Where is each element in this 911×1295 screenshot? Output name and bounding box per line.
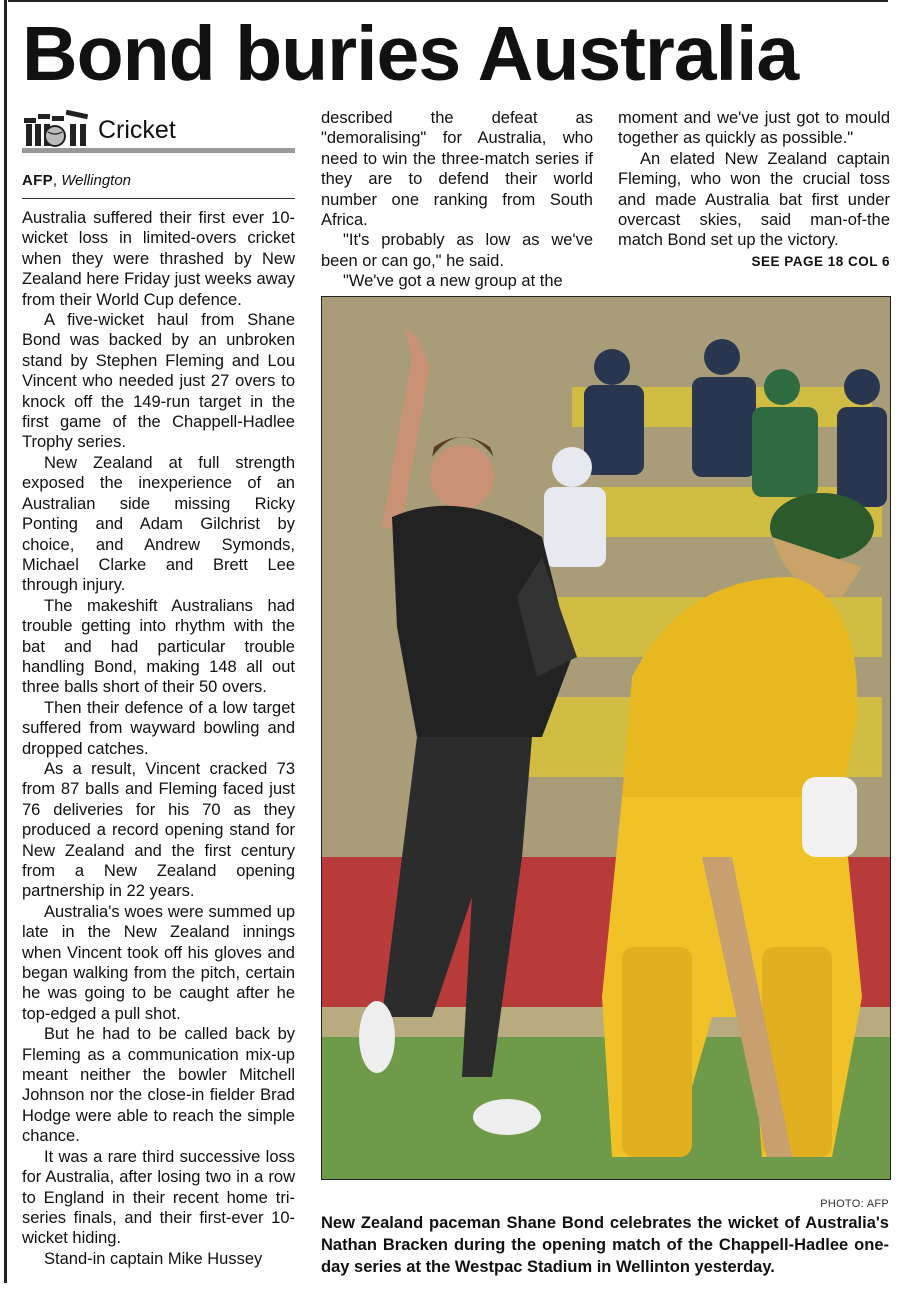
paragraph: New Zealand at full strength exposed the inexperience of an Australian side missing Ricky Ponting and Adam Gilchrist by choice, and Andrew Symonds, Michael Clarke and Brett Lee through injury. bbox=[22, 453, 295, 595]
paragraph: Australia suffered their first ever 10-wicket loss in limited-overs cricket when they were thrashed by New Zealand here Friday just weeks away from their World Cup defence. bbox=[22, 209, 295, 309]
paragraph: As a result, Vincent cracked 73 from 87 balls and Fleming faced just 76 deliveries for his 70 as they produced a record opening stand for New Zealand and the first century from a New Zealand opening partnership in 22 years. bbox=[22, 759, 295, 901]
headline: Bond buries Australia bbox=[22, 11, 799, 97]
article-column-1 bbox=[22, 208, 295, 1269]
article-column-3 bbox=[618, 108, 890, 251]
continued-notice: SEE PAGE 18 COL 6 bbox=[751, 254, 890, 269]
section-header bbox=[22, 106, 295, 152]
byline-rule bbox=[22, 198, 295, 199]
article-column-2 bbox=[321, 108, 593, 292]
top-rule bbox=[8, 0, 888, 2]
section-label: Cricket bbox=[98, 116, 176, 144]
photo-caption: New Zealand paceman Shane Bond celebrates the wicket of Australia's Nathan Bracken during the opening match of the Chappell-Hadlee one-day series at the Westpac Stadium in Wellinton yesterday. bbox=[321, 1214, 889, 1276]
paragraph: described the defeat as "demoralising" for Australia, who need to win the three-match series if they are to defend their world number one ranking from South Africa. bbox=[321, 109, 593, 230]
byline-agency: AFP bbox=[22, 172, 53, 189]
paragraph: It was a rare third successive loss for Australia, after losing two in a row to England in their recent home tri-series finals, and their first-ever 10-wicket hiding. bbox=[22, 1147, 295, 1248]
paragraph: Australia's woes were summed up late in the New Zealand innings when Vincent took off his gloves and began walking from the pitch, certain he was going to be caught after he top-edged a pull shot. bbox=[22, 902, 295, 1023]
paragraph: moment and we've just got to mould together as quickly as possible." bbox=[618, 109, 890, 148]
photo-credit: PHOTO: AFP bbox=[820, 1198, 889, 1210]
section-bar bbox=[22, 148, 295, 153]
byline-place: Wellington bbox=[61, 172, 132, 189]
paragraph: Then their defence of a low target suffered from wayward bowling and dropped catches. bbox=[22, 698, 295, 758]
byline: AFP, Wellington bbox=[22, 172, 132, 189]
paragraph: A five-wicket haul from Shane Bond was backed by an unbroken stand by Stephen Fleming and Lou Vincent who needed just 27 overs to knock off the 149-run target in the first game of the Chappell-Hadlee Trophy series. bbox=[22, 311, 295, 452]
cricket-celebration-photo bbox=[321, 296, 891, 1180]
paragraph: But he had to be called back by Fleming as a communication mix-up meant neither the bowler Mitchell Johnson nor the close-in fielder Brad Hodge were able to reach the simple chance. bbox=[22, 1025, 295, 1146]
cricket-stumps-ball-icon bbox=[22, 108, 92, 148]
paragraph: Stand-in captain Mike Hussey bbox=[44, 1249, 263, 1268]
paragraph: The makeshift Australians had trouble getting into rhythm with the bat and had particular trouble handling Bond, making 148 all out three balls short of their 50 overs. bbox=[22, 596, 295, 697]
photo-illustration bbox=[322, 297, 890, 1179]
left-column-rule bbox=[4, 0, 7, 1283]
paragraph: "It's probably as low as we've been or can go," he said. bbox=[321, 231, 593, 270]
paragraph: "We've got a new group at the bbox=[343, 272, 563, 291]
paragraph: An elated New Zealand captain Fleming, who won the crucial toss and made Australia bat first under overcast skies, said man-of-the match Bond set up the victory. bbox=[618, 149, 890, 250]
